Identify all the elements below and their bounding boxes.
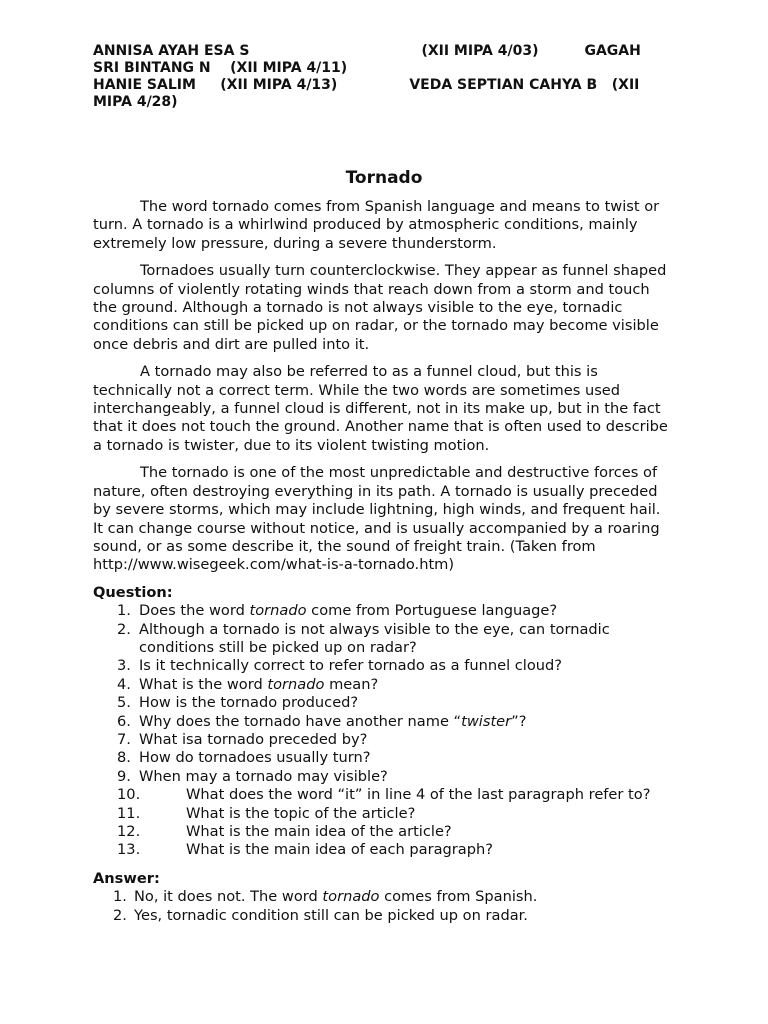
question-item	[93, 657, 675, 675]
question-text: Does the word	[139, 602, 250, 620]
question-text-end: ”?	[511, 712, 527, 730]
question-text: Although a tornado is not always visible to the eye, can tornadic conditions still be picked up on radar?	[139, 620, 610, 656]
question-number: 12.	[117, 823, 141, 840]
question-text: How is the tornado produced?	[139, 694, 359, 712]
answer-text: No, it does not. The word	[134, 888, 323, 906]
question-number: 5.	[117, 694, 131, 712]
question-emphasis: tornado	[267, 675, 325, 693]
question-number: 6.	[117, 712, 131, 730]
header-line-2: SRI BINTANG N (XII MIPA 4/11)	[93, 60, 348, 76]
answer-item	[93, 907, 675, 925]
questions-list	[93, 602, 675, 860]
question-number: 3.	[117, 657, 131, 675]
question-text: What is the main idea of each paragraph?	[186, 841, 494, 859]
question-number: 2.	[117, 620, 131, 638]
student-names-header	[93, 43, 675, 111]
answer-emphasis: tornado	[322, 888, 380, 906]
answer-number: 1.	[113, 888, 127, 906]
answer-text: Yes, tornadic condition still can be picked up on radar.	[134, 906, 528, 924]
question-number: 8.	[117, 749, 131, 767]
question-text: How do tornadoes usually turn?	[139, 749, 371, 767]
question-number: 13.	[117, 841, 141, 859]
paragraph-2: Tornadoes usually turn counterclockwise. They appear as funnel shaped columns of violently rotating winds that reach down from a storm and touch the ground. Although a tornado is not always visible to the eye, tornadic conditions can still be picked up on radar, or the tornado may become visible once debris and dirt are pulled into it.	[93, 262, 667, 353]
header-line-1	[93, 43, 675, 60]
question-text: Is it technically correct to refer tornado as a funnel cloud?	[139, 657, 563, 675]
question-item	[93, 676, 675, 694]
questions-heading: Question:	[93, 583, 173, 601]
question-text-end: mean?	[324, 675, 379, 693]
question-number: 7.	[117, 730, 131, 748]
question-text: What isa tornado preceded by?	[139, 730, 368, 748]
question-item	[93, 823, 675, 841]
question-number: 4.	[117, 675, 131, 693]
question-emphasis: tornado	[249, 602, 307, 620]
answer-number: 2.	[113, 906, 127, 924]
question-text: What is the topic of the article?	[186, 804, 416, 822]
header-name-gagah: GAGAH	[584, 43, 641, 59]
question-text: What does the word “it” in line 4 of the last paragraph refer to?	[186, 786, 651, 804]
question-item	[93, 694, 675, 712]
question-item	[93, 749, 675, 767]
question-number: 10.	[117, 786, 141, 804]
question-number: 9.	[117, 767, 131, 785]
question-number: 1.	[117, 602, 131, 620]
question-text: Why does the tornado have another name “	[139, 712, 462, 730]
question-text: What is the main idea of the article?	[186, 823, 452, 840]
question-item	[93, 805, 675, 823]
header-name-veda: VEDA SEPTIAN CAHYA B (XII	[409, 77, 640, 93]
answers-heading: Answer:	[93, 869, 160, 887]
paragraph-1: The word tornado comes from Spanish language and means to twist or turn. A tornado is a whirlwind produced by atmospheric conditions, mainly extremely low pressure, during a severe thunderstorm.	[93, 198, 660, 252]
question-item	[93, 786, 675, 804]
header-line-4: MIPA 4/28)	[93, 94, 178, 110]
header-name-annisa: ANNISA AYAH ESA S	[93, 43, 250, 59]
header-line-3	[93, 77, 675, 94]
answer-item	[93, 888, 675, 906]
question-item	[93, 731, 675, 749]
header-class-annisa: (XII MIPA 4/03)	[421, 43, 539, 59]
question-item	[93, 768, 675, 786]
answers-list	[93, 888, 675, 925]
question-text: What is the word	[139, 675, 268, 693]
question-text-end: come from Portuguese language?	[306, 602, 558, 620]
question-text: When may a tornado may visible?	[139, 767, 388, 785]
question-item	[93, 841, 675, 859]
article-body	[93, 198, 675, 925]
question-number: 11.	[117, 804, 141, 822]
question-item	[93, 713, 675, 731]
question-item	[93, 621, 675, 658]
question-item	[93, 602, 675, 620]
page-title: Tornado	[345, 168, 423, 188]
header-name-hanie: HANIE SALIM (XII MIPA 4/13)	[93, 77, 338, 93]
paragraph-3: A tornado may also be referred to as a funnel cloud, but this is technically not a correct term. While the two words are sometimes used interchangeably, a funnel cloud is different, not in its make up, but in the fact that it does not touch the ground. Another name that is often used to describe a tornado is twister, due to its violent twisting motion.	[93, 363, 668, 454]
answer-text-end: comes from Spanish.	[379, 888, 538, 906]
paragraph-4: The tornado is one of the most unpredictable and destructive forces of nature, often destroying everything in its path. A tornado is usually preceded by severe storms, which may include lightning, high winds, and frequent hail. It can change course without notice, and is usually accompanied by a roaring sound, or as some describe it, the sound of freight train. (Taken from http://www.wisegeek.com/what-is-a-tornado.htm)	[93, 464, 661, 574]
question-emphasis: twister	[461, 712, 512, 730]
